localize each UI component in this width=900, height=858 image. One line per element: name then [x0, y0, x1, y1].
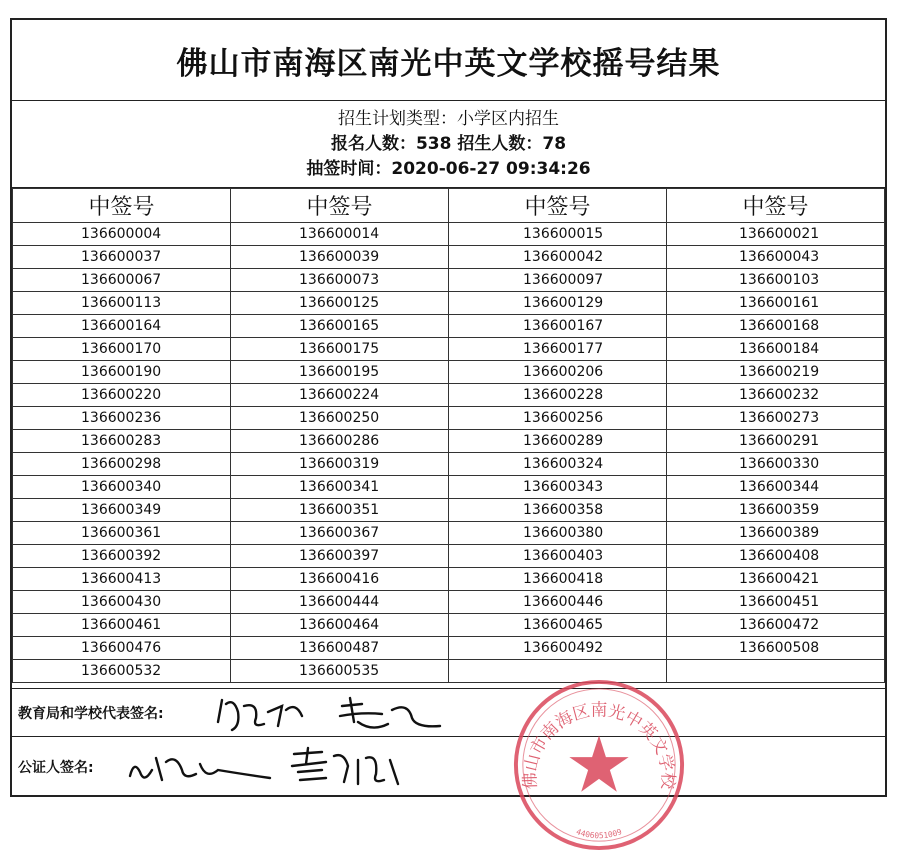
winning-number-cell: 136600344	[667, 476, 885, 499]
winning-number-cell: 136600037	[13, 246, 231, 269]
winning-number-cell: 136600250	[231, 407, 449, 430]
winning-number-cell: 136600340	[13, 476, 231, 499]
winning-number-cell: 136600286	[231, 430, 449, 453]
winning-number-cell: 136600015	[449, 223, 667, 246]
winning-number-cell: 136600289	[449, 430, 667, 453]
winning-number-cell: 136600298	[13, 453, 231, 476]
winning-number-cell: 136600430	[13, 591, 231, 614]
winning-number-cell: 136600042	[449, 246, 667, 269]
winning-number-cell: 136600330	[667, 453, 885, 476]
winning-number-cell	[449, 660, 667, 683]
seal-text: 佛山市南海区南光中英文学校	[519, 699, 679, 790]
winning-number-cell: 136600168	[667, 315, 885, 338]
winning-number-cell: 136600167	[449, 315, 667, 338]
table-row	[13, 499, 885, 522]
winning-number-cell: 136600170	[13, 338, 231, 361]
winning-number-cell: 136600349	[13, 499, 231, 522]
draw-time: 抽签时间：2020-06-27 09:34:26	[306, 158, 591, 179]
plan-type: 招生计划类型：小学区内招生	[338, 108, 559, 129]
winning-number-cell: 136600165	[231, 315, 449, 338]
column-header: 中签号	[231, 189, 449, 223]
winning-number-cell: 136600256	[449, 407, 667, 430]
winning-number-cell: 136600014	[231, 223, 449, 246]
winning-number-cell: 136600461	[13, 614, 231, 637]
winning-number-cell: 136600367	[231, 522, 449, 545]
winning-number-cell: 136600067	[13, 269, 231, 292]
winning-number-cell: 136600418	[449, 568, 667, 591]
winning-number-cell: 136600021	[667, 223, 885, 246]
table-row	[13, 384, 885, 407]
table-row	[13, 292, 885, 315]
winning-number-cell: 136600190	[13, 361, 231, 384]
table-row	[13, 315, 885, 338]
winning-number-cell: 136600164	[13, 315, 231, 338]
winning-number-cell: 136600039	[231, 246, 449, 269]
winning-number-cell: 136600228	[449, 384, 667, 407]
winning-number-cell: 136600097	[449, 269, 667, 292]
winning-number-cell: 136600358	[449, 499, 667, 522]
winning-number-cell: 136600535	[231, 660, 449, 683]
winning-number-cell: 136600421	[667, 568, 885, 591]
winning-number-cell: 136600319	[231, 453, 449, 476]
winning-number-cell: 136600403	[449, 545, 667, 568]
notary-signature-row	[12, 736, 885, 797]
winning-number-cell: 136600408	[667, 545, 885, 568]
winning-number-cell: 136600487	[231, 637, 449, 660]
winning-number-cell: 136600380	[449, 522, 667, 545]
winning-number-cell: 136600195	[231, 361, 449, 384]
column-header: 中签号	[13, 189, 231, 223]
table-row	[13, 637, 885, 660]
winning-number-cell: 136600177	[449, 338, 667, 361]
winning-number-cell: 136600236	[13, 407, 231, 430]
winning-number-cell: 136600446	[449, 591, 667, 614]
winning-number-cell: 136600206	[449, 361, 667, 384]
table-row	[13, 223, 885, 246]
table-row	[13, 246, 885, 269]
official-signature-row	[12, 688, 885, 737]
winning-number-cell: 136600004	[13, 223, 231, 246]
table-row	[13, 614, 885, 637]
draw-info	[12, 101, 885, 188]
winning-number-cell: 136600125	[231, 292, 449, 315]
winning-number-cell: 136600129	[449, 292, 667, 315]
table-row	[13, 361, 885, 384]
winning-number-cell: 136600043	[667, 246, 885, 269]
winning-number-cell: 136600413	[13, 568, 231, 591]
winning-number-cell: 136600184	[667, 338, 885, 361]
winning-number-cell	[667, 660, 885, 683]
winning-number-cell: 136600232	[667, 384, 885, 407]
winning-number-cell: 136600073	[231, 269, 449, 292]
document-title: 佛山市南海区南光中英文学校摇号结果	[12, 20, 885, 101]
table-row	[13, 545, 885, 568]
winning-number-cell: 136600476	[13, 637, 231, 660]
winning-number-cell: 136600324	[449, 453, 667, 476]
winning-numbers-table	[12, 188, 885, 683]
notary-signature-label: 公证人签名:	[18, 760, 94, 776]
winning-number-cell: 136600532	[13, 660, 231, 683]
winning-number-cell: 136600492	[449, 637, 667, 660]
table-row	[13, 407, 885, 430]
winning-number-cell: 136600465	[449, 614, 667, 637]
table-row	[13, 430, 885, 453]
table-row	[13, 522, 885, 545]
winning-number-cell: 136600283	[13, 430, 231, 453]
winning-number-cell: 136600472	[667, 614, 885, 637]
winning-number-cell: 136600359	[667, 499, 885, 522]
winning-number-cell: 136600103	[667, 269, 885, 292]
winning-number-cell: 136600361	[13, 522, 231, 545]
winning-number-cell: 136600220	[13, 384, 231, 407]
column-header: 中签号	[667, 189, 885, 223]
winning-number-cell: 136600219	[667, 361, 885, 384]
winning-number-cell: 136600351	[231, 499, 449, 522]
winning-number-cell: 136600161	[667, 292, 885, 315]
winning-number-cell: 136600273	[667, 407, 885, 430]
winning-number-cell: 136600224	[231, 384, 449, 407]
winning-number-cell: 136600451	[667, 591, 885, 614]
winning-number-cell: 136600389	[667, 522, 885, 545]
winning-number-cell: 136600464	[231, 614, 449, 637]
table-row	[13, 453, 885, 476]
table-row	[13, 476, 885, 499]
table-body	[13, 223, 885, 683]
winning-number-cell: 136600343	[449, 476, 667, 499]
table-row	[13, 591, 885, 614]
winning-number-cell: 136600392	[13, 545, 231, 568]
result-sheet	[10, 18, 887, 797]
winning-number-cell: 136600444	[231, 591, 449, 614]
table-row	[13, 269, 885, 292]
table-header-row	[13, 189, 885, 223]
official-signature-label: 教育局和学校代表签名:	[18, 706, 164, 722]
winning-number-cell: 136600397	[231, 545, 449, 568]
table-row	[13, 338, 885, 361]
winning-number-cell: 136600175	[231, 338, 449, 361]
winning-number-cell: 136600291	[667, 430, 885, 453]
winning-number-cell: 136600341	[231, 476, 449, 499]
winning-number-cell: 136600113	[13, 292, 231, 315]
svg-text:4406051009	[575, 827, 623, 840]
column-header: 中签号	[449, 189, 667, 223]
winning-number-cell: 136600508	[667, 637, 885, 660]
table-row	[13, 568, 885, 591]
table-row	[13, 660, 885, 683]
winning-number-cell: 136600416	[231, 568, 449, 591]
enrollment-counts: 报名人数：538 招生人数：78	[330, 133, 567, 154]
seal-number: 4406051009	[574, 827, 624, 841]
